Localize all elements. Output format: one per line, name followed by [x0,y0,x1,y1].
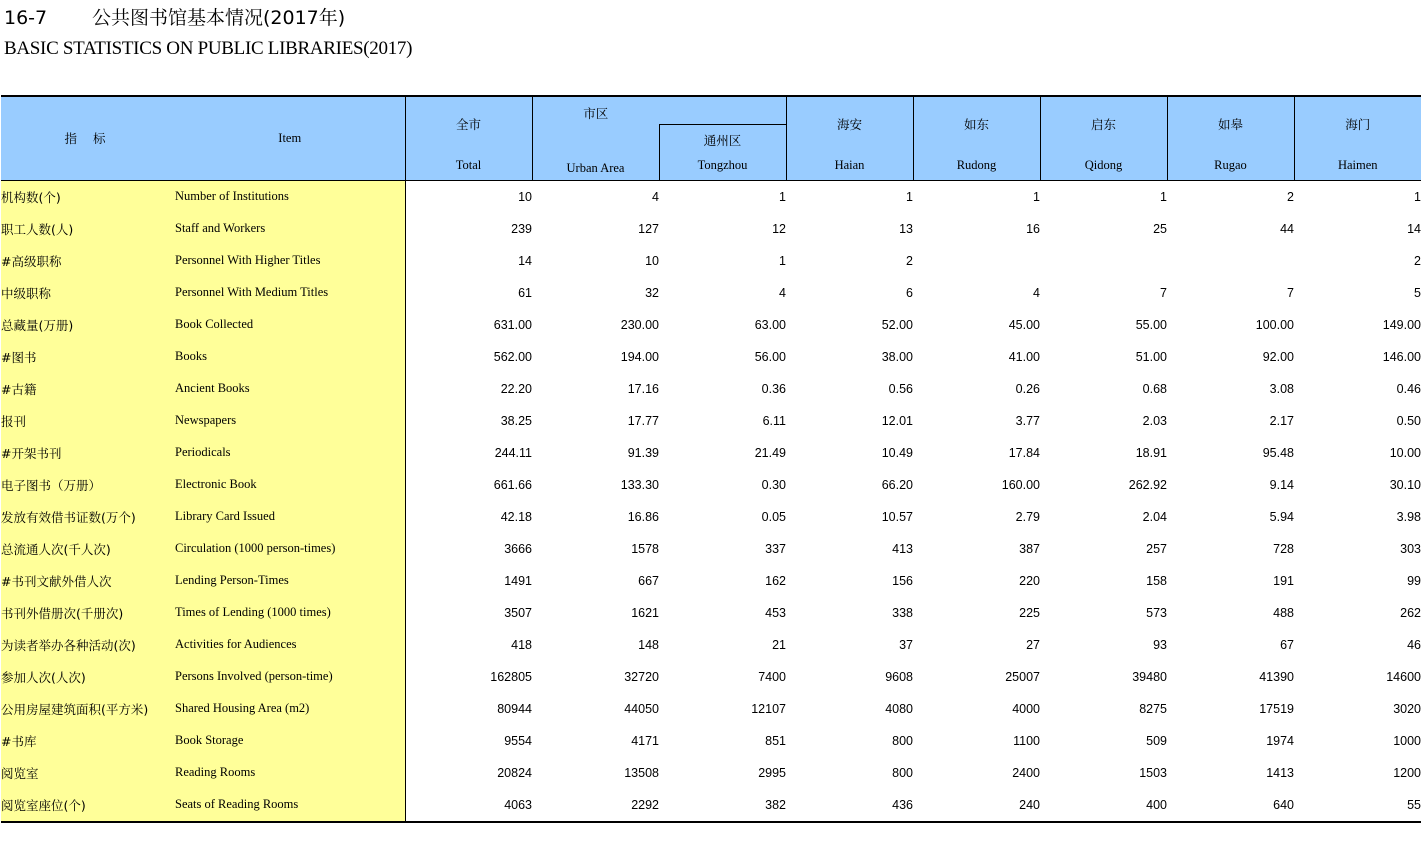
cell-total: 1491 [504,573,532,588]
cell-tongzhou: 12107 [751,701,786,716]
cell-rudong: 16 [1026,221,1040,236]
cell-urban-area: 4 [532,180,659,213]
cell-rudong: 45.00 [1008,317,1040,332]
row-label-cn: 中级职称 [1,277,175,309]
table-row-ancient-books [1,373,1421,405]
cell-rugao: 1413 [1266,765,1294,780]
row-label-cn: 职工人数(人) [1,213,175,245]
cell-rugao [1167,245,1294,277]
header-col-tongzhou: 通州区 Tongzhou [659,125,786,181]
row-label-en: Book Storage [175,725,405,757]
cell-qidong: 7 [1160,285,1167,300]
table-row-reading-rooms [1,757,1421,789]
row-label-cn: 机构数(个) [1,180,175,213]
cell-haian: 0.56 [888,381,913,396]
cell-rudong: 25007 [1005,669,1040,684]
cell-rudong: 4 [1033,285,1040,300]
header-indicator-cn: 指 标 [1,96,175,180]
row-label-en: Personnel With Medium Titles [175,277,405,309]
cell-haian: 12.01 [881,413,913,428]
cell-urban-area: 4171 [631,733,659,748]
cell-rugao: 100.00 [1255,317,1294,332]
cell-total: 418 [511,637,532,652]
cell-tongzhou: 7400 [758,669,786,684]
row-label-cn: 阅览室 [1,757,175,789]
cell-urban-area: 148 [638,637,659,652]
table-row-newspapers [1,405,1421,437]
cell-rugao: 5.94 [1269,509,1294,524]
cell-haimen: 5 [1414,285,1421,300]
cell-rugao: 67 [1280,637,1294,652]
cell-total: 14 [518,253,532,268]
cell-haimen: 303 [1400,541,1421,556]
cell-qidong: 55.00 [1135,317,1167,332]
cell-tongzhou: 12 [772,221,786,236]
table-row-seats-reading-rooms [1,789,1421,822]
cell-haian: 338 [892,605,913,620]
cell-haimen: 1 [1294,180,1421,213]
row-label-en: Personnel With Higher Titles [175,245,405,277]
cell-total: 631.00 [493,317,532,332]
cell-rugao: 44 [1280,221,1294,236]
cell-tongzhou: 382 [659,789,786,822]
table-row-library-card-issued [1,501,1421,533]
header-col-haian: 海安 Haian [786,96,913,180]
row-label-cn: 参加人次(人次) [1,661,175,693]
cell-total: 38.25 [500,413,532,428]
table-row-medium-titles [1,277,1421,309]
row-label-en: Reading Rooms [175,757,405,789]
table-row-persons-involved [1,661,1421,693]
table-row-books [1,341,1421,373]
cell-tongzhou: 1 [779,253,786,268]
cell-rudong: 225 [1019,605,1040,620]
cell-qidong: 0.68 [1142,381,1167,396]
cell-qidong: 509 [1146,733,1167,748]
table-number: 16-7 [4,7,48,29]
cell-urban-area: 32 [645,285,659,300]
cell-total: 4063 [405,789,532,822]
cell-urban-area: 230.00 [620,317,659,332]
header-col-total: 全市 Total [405,96,532,180]
header-col-qidong: 启东 Qidong [1040,96,1167,180]
cell-urban-area: 127 [638,221,659,236]
row-label-cn: 书刊外借册次(千册次) [1,597,175,629]
row-label-cn: 阅览室座位(个) [1,789,175,822]
cell-haian: 436 [786,789,913,822]
cell-rugao: 9.14 [1269,477,1294,492]
cell-total: 9554 [504,733,532,748]
table-header [1,96,1421,180]
row-label-cn: #书刊文献外借人次 [1,565,175,597]
row-label-en: Ancient Books [175,373,405,405]
table-title-en: BASIC STATISTICS ON PUBLIC LIBRARIES(2017) [4,38,413,59]
cell-tongzhou: 63.00 [754,317,786,332]
cell-haian: 10.57 [881,509,913,524]
cell-haimen: 55 [1294,789,1421,822]
row-label-en: Activities for Audiences [175,629,405,661]
cell-haimen: 262 [1400,605,1421,620]
cell-total: 661.66 [493,477,532,492]
cell-qidong: 51.00 [1135,349,1167,364]
cell-urban-area: 2292 [532,789,659,822]
cell-rudong: 41.00 [1008,349,1040,364]
cell-tongzhou: 851 [765,733,786,748]
row-label-cn: 总藏量(万册) [1,309,175,341]
cell-haimen: 146.00 [1382,349,1421,364]
cell-haimen: 0.50 [1396,413,1421,428]
cell-urban-area: 10 [645,253,659,268]
cell-haian: 37 [899,637,913,652]
cell-qidong: 2.04 [1142,509,1167,524]
row-label-en: Lending Person-Times [175,565,405,597]
row-label-cn: #书库 [1,725,175,757]
cell-rugao: 95.48 [1262,445,1294,460]
cell-urban-area: 13508 [624,765,659,780]
table-row-periodicals [1,437,1421,469]
cell-rudong: 2.79 [1015,509,1040,524]
table-row-book-storage [1,725,1421,757]
cell-tongzhou: 162 [765,573,786,588]
cell-qidong: 257 [1146,541,1167,556]
row-label-en: Persons Involved (person-time) [175,661,405,693]
cell-rudong: 1100 [1013,733,1040,748]
cell-urban-area: 17.16 [627,381,659,396]
cell-urban-area: 1578 [631,541,659,556]
cell-total: 244.11 [494,445,532,460]
cell-rudong: 1 [913,180,1040,213]
cell-haian: 156 [892,573,913,588]
table-row-circulation [1,533,1421,565]
cell-qidong: 262.92 [1128,477,1167,492]
row-label-cn: 电子图书（万册） [1,469,175,501]
cell-rugao: 191 [1273,573,1294,588]
cell-haimen: 2 [1414,253,1421,268]
cell-tongzhou: 0.30 [761,477,786,492]
cell-rugao: 17519 [1259,701,1294,716]
cell-haimen: 3020 [1393,701,1421,716]
cell-rudong: 2400 [1012,765,1040,780]
cell-urban-area: 16.86 [627,509,659,524]
row-label-en: Times of Lending (1000 times) [175,597,405,629]
cell-tongzhou: 0.05 [761,509,786,524]
cell-total: 61 [518,285,532,300]
cell-rugao: 488 [1273,605,1294,620]
cell-total: 3507 [504,605,532,620]
cell-qidong: 158 [1146,573,1167,588]
cell-haimen: 1200 [1393,765,1421,780]
row-label-cn: #开架书刊 [1,437,175,469]
cell-tongzhou: 337 [765,541,786,556]
header-col-rudong: 如东 Rudong [913,96,1040,180]
cell-tongzhou: 0.36 [761,381,786,396]
cell-haimen: 46 [1407,637,1421,652]
table-title-cn-text: 公共图书馆基本情况(2017年) [92,7,346,29]
table-row-book-collected [1,309,1421,341]
cell-haian: 413 [892,541,913,556]
cell-rudong: 220 [1019,573,1040,588]
cell-rudong: 387 [1019,541,1040,556]
cell-tongzhou: 453 [765,605,786,620]
cell-haian: 800 [892,765,913,780]
cell-haimen: 149.00 [1382,317,1421,332]
header-item-en: Item [175,96,405,180]
cell-qidong: 25 [1153,221,1167,236]
cell-total: 10 [405,180,532,213]
cell-rugao: 728 [1273,541,1294,556]
cell-urban-area: 91.39 [627,445,659,460]
cell-haimen: 0.46 [1396,381,1421,396]
row-label-en: Books [175,341,405,373]
row-label-en: Library Card Issued [175,501,405,533]
cell-qidong [1040,245,1167,277]
cell-rugao: 2 [1167,180,1294,213]
cell-rudong: 160.00 [1001,477,1040,492]
row-label-en: Book Collected [175,309,405,341]
cell-qidong: 93 [1153,637,1167,652]
cell-haian: 10.49 [881,445,913,460]
cell-urban-area: 194.00 [620,349,659,364]
table-row-electronic-book [1,469,1421,501]
cell-haian: 4080 [885,701,913,716]
cell-urban-area: 32720 [624,669,659,684]
row-label-en: Seats of Reading Rooms [175,789,405,822]
header-col-rugao: 如皋 Rugao [1167,96,1294,180]
cell-haimen: 14600 [1386,669,1421,684]
cell-total: 239 [511,221,532,236]
cell-haimen: 30.10 [1389,477,1421,492]
row-label-cn: 发放有效借书证数(万个) [1,501,175,533]
row-label-cn: #图书 [1,341,175,373]
header-col-urban-area-cn: 市区 [532,96,786,125]
row-label-en: Staff and Workers [175,213,405,245]
row-label-en: Shared Housing Area (m2) [175,693,405,725]
cell-rugao: 3.08 [1269,381,1294,396]
cell-haian: 800 [892,733,913,748]
cell-haimen: 99 [1407,573,1421,588]
cell-haian: 38.00 [881,349,913,364]
header-col-urban-area-en: Urban Area [532,125,659,181]
cell-tongzhou: 6.11 [762,413,786,428]
cell-haian: 9608 [885,669,913,684]
cell-haian: 1 [786,180,913,213]
cell-tongzhou: 21 [772,637,786,652]
cell-total: 20824 [497,765,532,780]
row-label-en: Number of Institutions [175,180,405,213]
cell-rudong: 4000 [1012,701,1040,716]
row-label-en: Newspapers [175,405,405,437]
table-body [1,180,1421,822]
cell-total: 3666 [504,541,532,556]
cell-qidong: 2.03 [1142,413,1167,428]
cell-tongzhou: 4 [779,285,786,300]
library-statistics-table [1,95,1421,823]
cell-urban-area: 17.77 [627,413,659,428]
row-label-en: Electronic Book [175,469,405,501]
cell-haian: 13 [899,221,913,236]
table-title-cn [4,4,345,32]
cell-haimen: 3.98 [1396,509,1421,524]
table-row-times-of-lending [1,597,1421,629]
cell-rudong [913,245,1040,277]
cell-rugao: 41390 [1259,669,1294,684]
cell-total: 562.00 [493,349,532,364]
cell-haimen: 10.00 [1389,445,1421,460]
cell-rugao: 2.17 [1269,413,1294,428]
cell-qidong: 39480 [1132,669,1167,684]
cell-rugao: 7 [1287,285,1294,300]
cell-tongzhou: 21.49 [754,445,786,460]
cell-tongzhou: 2995 [758,765,786,780]
cell-qidong: 8275 [1139,701,1167,716]
cell-qidong: 1503 [1139,765,1167,780]
row-label-cn: #高级职称 [1,245,175,277]
row-label-en: Circulation (1000 person-times) [175,533,405,565]
row-label-cn: 报刊 [1,405,175,437]
cell-total: 42.18 [500,509,532,524]
row-label-cn: 公用房屋建筑面积(平方米) [1,693,175,725]
cell-haian: 2 [906,253,913,268]
row-label-cn: #古籍 [1,373,175,405]
cell-haian: 66.20 [881,477,913,492]
cell-qidong: 573 [1146,605,1167,620]
table-row-activities [1,629,1421,661]
cell-qidong: 400 [1040,789,1167,822]
table-row-institutions [1,180,1421,213]
table-row-lending-person-times [1,565,1421,597]
row-label-cn: 为读者举办各种活动(次) [1,629,175,661]
cell-qidong: 1 [1040,180,1167,213]
table-row-staff-workers [1,213,1421,245]
header-col-haimen: 海门 Haimen [1294,96,1421,180]
table-row-shared-housing-area [1,693,1421,725]
cell-rugao: 640 [1167,789,1294,822]
cell-haian: 52.00 [881,317,913,332]
cell-rudong: 3.77 [1015,413,1040,428]
cell-qidong: 18.91 [1135,445,1167,460]
cell-urban-area: 1621 [631,605,659,620]
cell-total: 162805 [490,669,532,684]
cell-urban-area: 44050 [624,701,659,716]
cell-haimen: 14 [1407,221,1421,236]
cell-total: 80944 [497,701,532,716]
cell-haimen: 1000 [1393,733,1421,748]
cell-rudong: 0.26 [1015,381,1040,396]
cell-haian: 6 [906,285,913,300]
cell-rugao: 1974 [1266,733,1294,748]
cell-rudong: 17.84 [1008,445,1040,460]
cell-urban-area: 667 [638,573,659,588]
cell-total: 22.20 [500,381,532,396]
cell-rudong: 240 [913,789,1040,822]
cell-tongzhou: 1 [659,180,786,213]
cell-tongzhou: 56.00 [754,349,786,364]
cell-rudong: 27 [1026,637,1040,652]
row-label-cn: 总流通人次(千人次) [1,533,175,565]
row-label-en: Periodicals [175,437,405,469]
cell-urban-area: 133.30 [620,477,659,492]
table-row-higher-titles [1,245,1421,277]
cell-rugao: 92.00 [1262,349,1294,364]
